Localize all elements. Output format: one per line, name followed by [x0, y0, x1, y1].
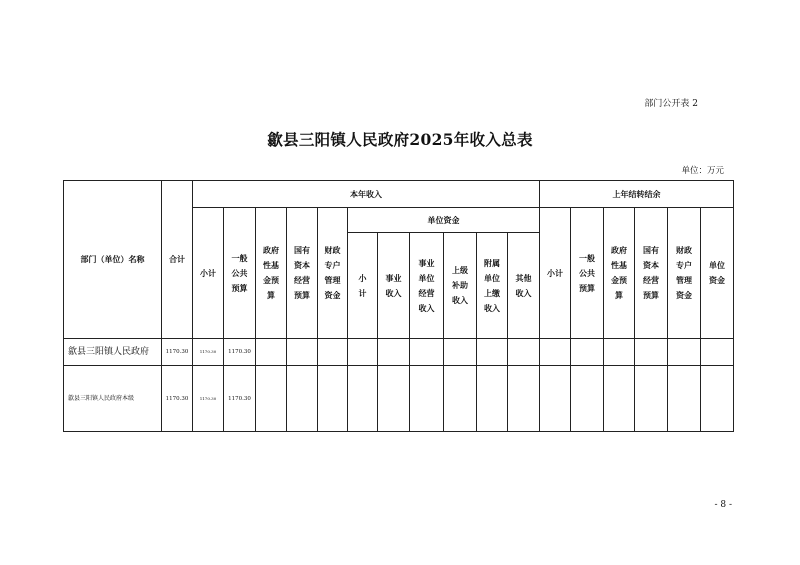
unit-other-header: 其他 收入 [508, 233, 540, 339]
prev-unit-header: 单位 资金 [701, 208, 734, 339]
col-total-header: 合计 [162, 181, 193, 339]
income-summary-table [63, 180, 734, 432]
unit-affiliated-header: 附属 单位 上缴 收入 [477, 233, 508, 339]
page-title: 歙县三阳镇人民政府2025年收入总表 [267, 130, 533, 149]
row-general: 1170.30 [224, 339, 256, 366]
row-total: 1170.30 [162, 366, 193, 432]
page-number: - 8 - [714, 500, 732, 510]
table-row [64, 366, 734, 432]
row-name: 歙县三阳镇人民政府本级 [64, 366, 162, 432]
table-tag: 部门公开表 2 [644, 99, 698, 109]
col-subtotal-header: 小计 [193, 208, 224, 339]
unit-label: 单位：万元 [681, 166, 724, 176]
col-general-header: 一般 公共 预算 [224, 208, 256, 339]
col-fund-header: 政府 性基 金预 算 [256, 208, 287, 339]
unit-subtotal-header: 小 计 [348, 233, 378, 339]
group-prev-header: 上年结转结余 [540, 181, 734, 208]
row-total: 1170.30 [162, 339, 193, 366]
group-unit-header: 单位资金 [348, 208, 540, 233]
unit-business-header: 事业 收入 [378, 233, 410, 339]
row-subtotal: 1170.30 [193, 339, 224, 366]
col-state-header: 国有 资本 经营 预算 [287, 208, 318, 339]
col-special-header: 财政 专户 管理 资金 [318, 208, 348, 339]
prev-general-header: 一般 公共 预算 [571, 208, 604, 339]
group-current-header: 本年收入 [193, 181, 540, 208]
row-name: 歙县三阳镇人民政府 [64, 339, 162, 366]
prev-fund-header: 政府 性基 金预 算 [604, 208, 635, 339]
row-general: 1170.30 [224, 366, 256, 432]
prev-state-header: 国有 资本 经营 预算 [635, 208, 668, 339]
table-row [64, 339, 734, 366]
unit-operating-header: 事业 单位 经营 收入 [410, 233, 444, 339]
prev-subtotal-header: 小计 [540, 208, 571, 339]
row-subtotal: 1170.30 [193, 366, 224, 432]
prev-special-header: 财政 专户 管理 资金 [668, 208, 701, 339]
col-dept-header: 部门（单位）名称 [64, 181, 162, 339]
unit-subsidy-header: 上级 补助 收入 [444, 233, 477, 339]
